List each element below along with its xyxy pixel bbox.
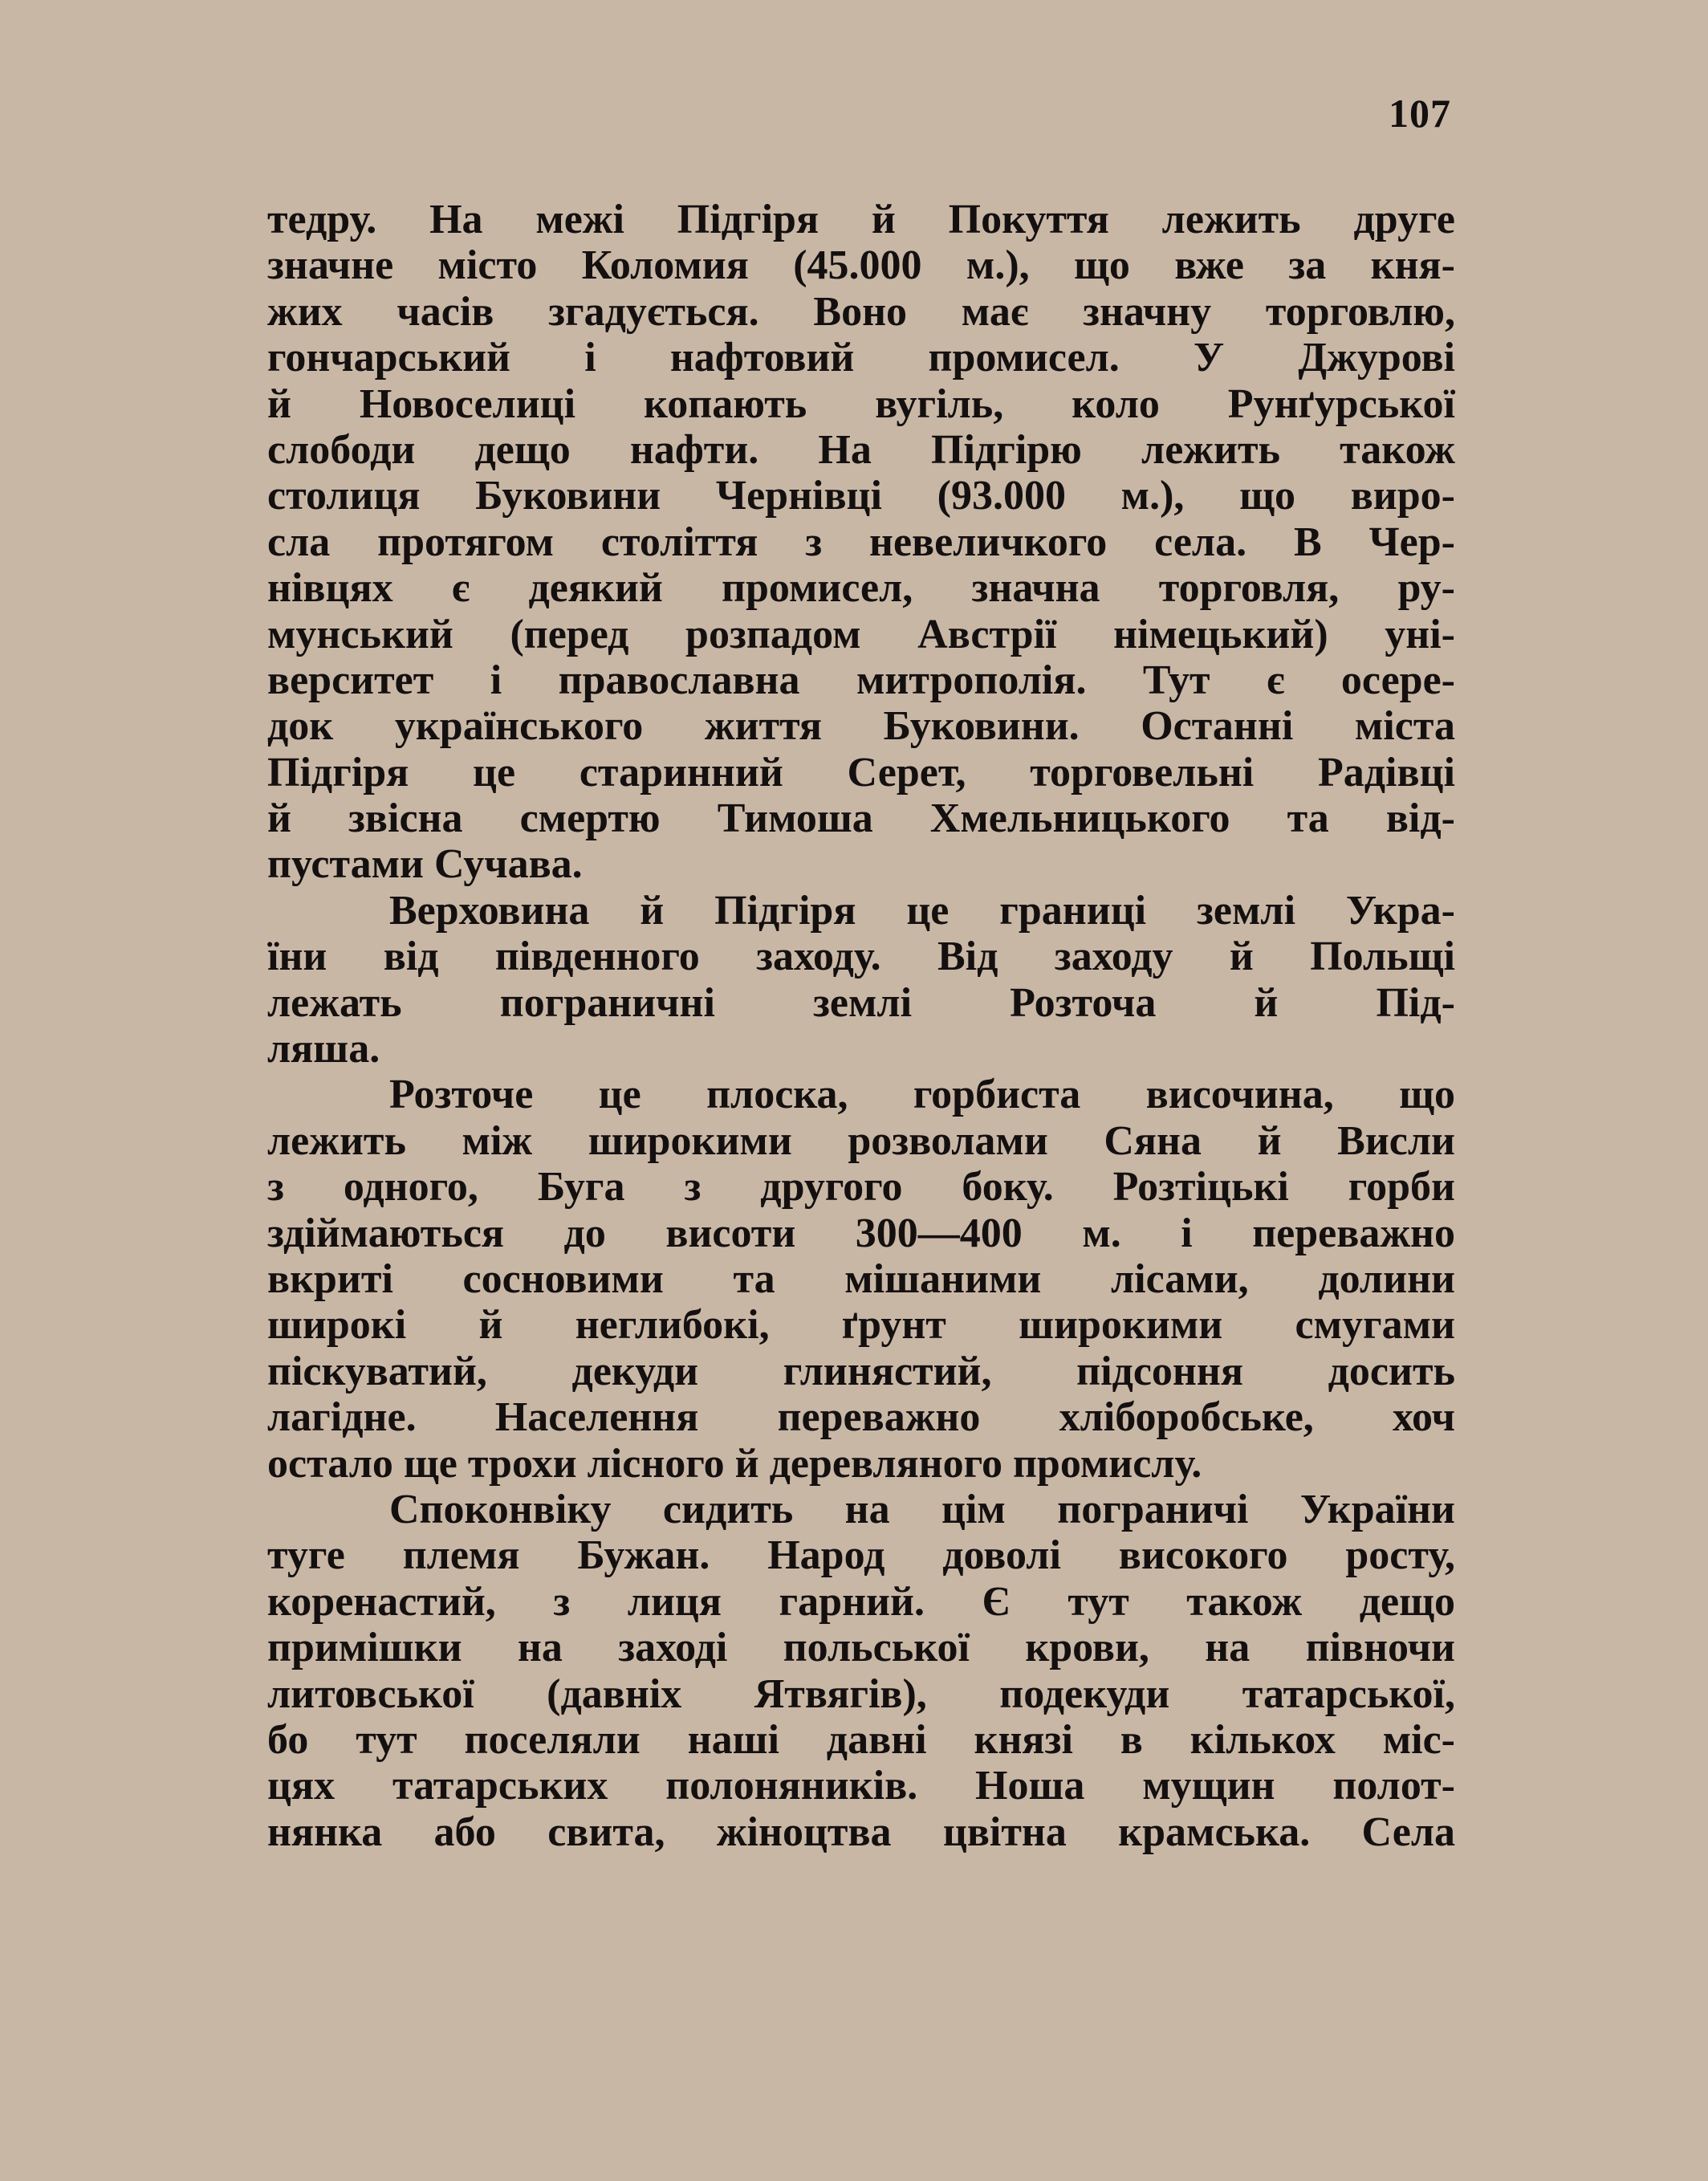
- text-line: нянка або свита, жіноцтва цвітна крамська. Села: [267, 1809, 1455, 1855]
- text-line: гончарський і нафтовий промисел. У Джурові: [267, 335, 1455, 381]
- text-line: їни від південного заходу. Від заходу й Польщі: [267, 934, 1455, 980]
- text-line: лагідне. Населення переважно хліборобське, хоч: [267, 1394, 1455, 1441]
- text-line: сла протягом століття з невеличкого села. В Чер-: [267, 519, 1455, 565]
- paragraph-first-line: Розточе це плоска, горбиста височина, що: [389, 1072, 1455, 1118]
- text-line: піскуватий, декуди глинястий, підсоння досить: [267, 1348, 1455, 1394]
- page-number: 107: [1389, 91, 1451, 136]
- text-line: здіймаються до висоти 300—400 м. і переважно: [267, 1210, 1455, 1256]
- text-line: й Новоселиці копають вугіль, коло Рунґурської: [267, 380, 1455, 427]
- text-line: нівцях є деякий промисел, значна торговля, ру-: [267, 565, 1455, 612]
- text-line: з одного, Буга з другого боку. Розтіцькі горби: [267, 1164, 1455, 1211]
- text-line: значне місто Коломия (45.000 м.), що вже за кня-: [267, 242, 1455, 289]
- text-line: тедру. На межі Підгіря й Покуття лежить друге: [267, 197, 1455, 242]
- text-line: вкриті сосновими та мішаними лісами, долини: [267, 1255, 1455, 1302]
- text-line: жих часів згадується. Воно має значну торговлю,: [267, 288, 1455, 335]
- text-line: литовської (давніх Ятвягів), подекуди татарської,: [267, 1670, 1455, 1717]
- text-line: туге племя Бужан. Народ доволі високого росту,: [267, 1532, 1455, 1579]
- text-line: верситет і православна митрополія. Тут є осере-: [267, 657, 1455, 703]
- text-line: слободи дещо нафти. На Підгірю лежить також: [267, 426, 1455, 473]
- text-line: широкі й неглибокі, ґрунт широкими смугами: [267, 1302, 1455, 1349]
- text-line: док українського життя Буковини. Останні міста: [267, 703, 1455, 750]
- paragraph-first-line: Верховина й Підгіря це границі землі Укра-: [389, 887, 1455, 934]
- text-line: коренастий, з лиця гарний. Є тут також дещо: [267, 1578, 1455, 1625]
- text-line: остало ще трохи лісного й деревляного промислу.: [267, 1440, 1202, 1487]
- text-line: й звісна смертю Тимоша Хмельницького та від-: [267, 795, 1455, 842]
- text-line: лежать пограничні землі Розточа й Під-: [267, 979, 1455, 1026]
- text-line: столиця Буковини Чернівці (93.000 м.), що виро-: [267, 473, 1455, 519]
- body-text: [267, 197, 1455, 1855]
- text-line: ляша.: [267, 1026, 380, 1072]
- text-line: Підгіря це старинний Серет, торговельні Радівці: [267, 749, 1455, 795]
- paragraph-first-line: Споконвіку сидить на цім пограничі України: [389, 1486, 1455, 1532]
- text-line: мунський (перед розпадом Австрії німецький) уні-: [267, 611, 1455, 657]
- text-line: бо тут поселяли наші давні князі в кількох міс-: [267, 1716, 1455, 1763]
- text-line: примішки на заході польської крови, на півночи: [267, 1625, 1455, 1671]
- text-line: цях татарських полоняників. Ноша мущин полот-: [267, 1763, 1455, 1809]
- text-line: лежить між широкими розволами Сяна й Висли: [267, 1117, 1455, 1164]
- text-line: пустами Сучава.: [267, 841, 583, 888]
